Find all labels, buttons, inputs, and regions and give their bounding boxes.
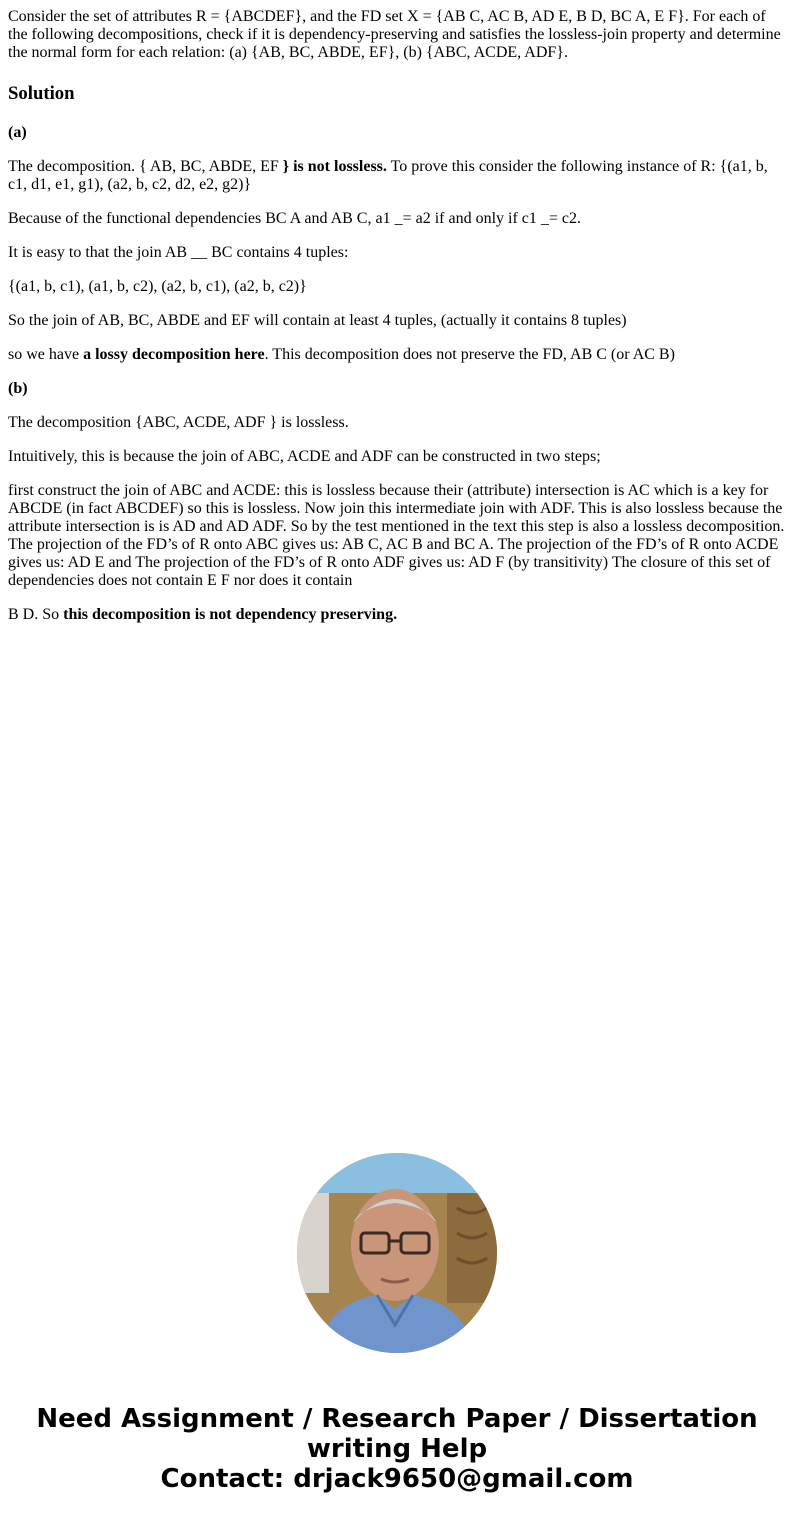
face xyxy=(351,1189,439,1301)
window-frame xyxy=(297,1193,329,1293)
promo-contact-line: Contact: drjack9650@gmail.com xyxy=(160,1464,634,1494)
part-a-paragraph-6 xyxy=(8,346,788,364)
part-a-label-text: (a) xyxy=(8,124,27,141)
carved-panel xyxy=(447,1193,497,1303)
part-a-paragraph-3: It is easy to that the join AB __ BC contains 4 tuples: xyxy=(8,244,349,261)
part-b-p4-start: B D. So xyxy=(8,606,64,623)
window-light xyxy=(297,1153,497,1193)
part-a-p1-end: To prove this consider the following instance of R: {(a1, b, c1, d1, e1, g1), (a2, b, c2, d2, e2, g2)} xyxy=(8,158,768,193)
part-b-paragraph-2: Intuitively, this is because the join of ABC, ACDE and ADF can be constructed in two steps; xyxy=(8,448,601,465)
part-a-p6-bold: a lossy decomposition here xyxy=(83,346,265,363)
part-a-paragraph-2: Because of the functional dependencies BC A and AB C, a1 _= a2 if and only if c1 _= c2. xyxy=(8,210,582,227)
author-portrait-image xyxy=(297,1153,497,1353)
part-a-p1-start: The decomposition. { AB, BC, ABDE, EF xyxy=(8,158,283,175)
part-a-label xyxy=(8,124,788,142)
part-b-label-text: (b) xyxy=(8,380,28,397)
part-b-paragraph-3: first construct the join of ABC and ACDE: this is lossless because their (attribute) intersection is AC which is a key for ABCDE (in fact ABCDEF) so this is lossless. Now join this intermediate join with ADF. This is also lossless because the attribute intersection is is AD and AD ADF. So by the test mentioned in the text this step is also a lossless decomposition. The projection of the FD’s of R onto ABC gives us: AB C, AC B and BC A. The projection of the FD’s of R onto ACDE gives us: AD E and The projection of the FD’s of R onto ADF gives us: AD F (by transitivity) The closure of this set of dependencies does not contain E F nor does it contain xyxy=(8,482,785,589)
part-b-paragraph-4 xyxy=(8,606,788,624)
part-a-paragraph-1 xyxy=(8,158,788,194)
document-body xyxy=(8,8,788,640)
promo-line-2: writing Help xyxy=(306,1434,488,1464)
part-a-p1-bold: } is not lossless. xyxy=(282,158,387,175)
author-avatar xyxy=(297,1153,497,1353)
part-b-label xyxy=(8,380,788,398)
solution-heading: Solution xyxy=(8,83,75,104)
part-a-p6-end: . This decomposition does not preserve the FD, AB C (or AC B) xyxy=(264,346,675,363)
part-a-paragraph-4: {(a1, b, c1), (a1, b, c2), (a2, b, c1), (a2, b, c2)} xyxy=(8,278,307,295)
promo-line-1: Need Assignment / Research Paper / Dissertation xyxy=(36,1404,758,1434)
part-a-p6-start: so we have xyxy=(8,346,84,363)
part-b-paragraph-1: The decomposition {ABC, ACDE, ADF } is lossless. xyxy=(8,414,349,431)
question-text: Consider the set of attributes R = {ABCDEF}, and the FD set X = {AB C, AC B, AD E, B D, BC A, E F}. For each of the following decompositions, check if it is dependency-preserving and satisfies the lossless-join property and determine the normal form for each relation: (a) {AB, BC, ABDE, EF}, (b) {ABC, ACDE, ADF}. xyxy=(8,8,781,61)
part-a-paragraph-5: So the join of AB, BC, ABDE and EF will contain at least 4 tuples, (actually it contains 8 tuples) xyxy=(8,312,627,329)
promo-banner xyxy=(0,1404,794,1494)
part-b-p4-bold: this decomposition is not dependency preserving. xyxy=(63,606,398,623)
